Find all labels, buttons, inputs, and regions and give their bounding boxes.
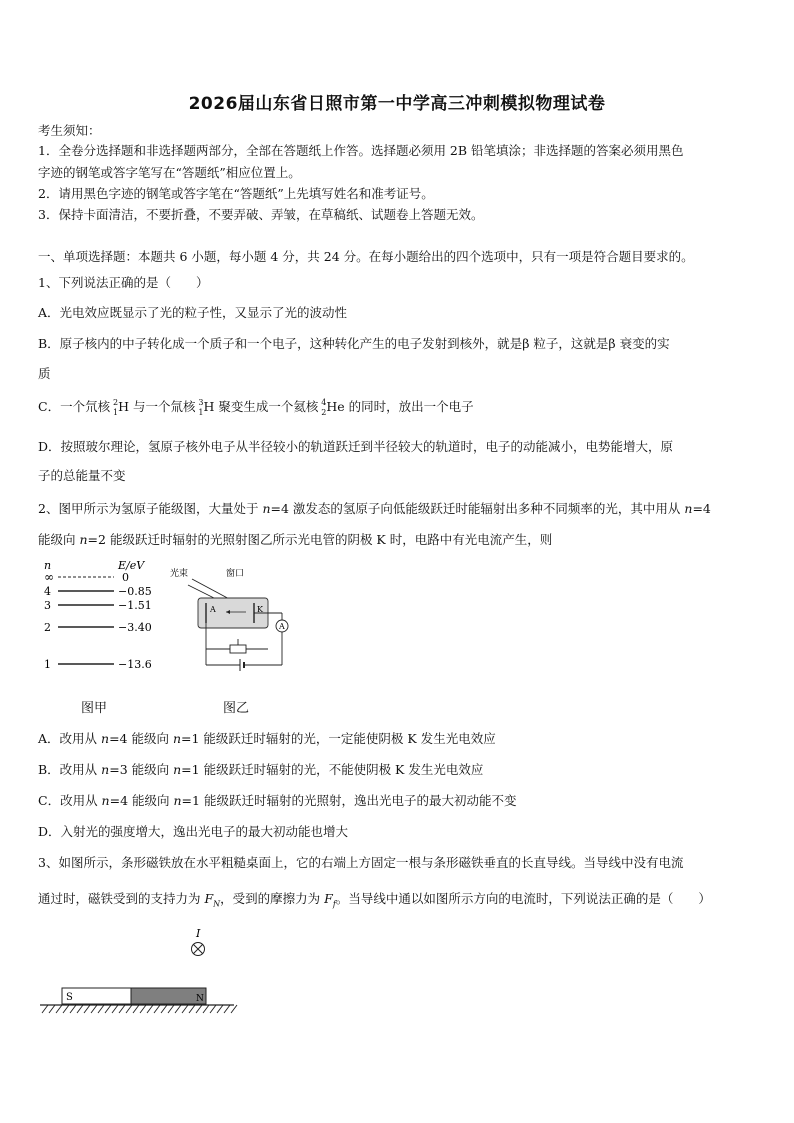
page-title: 2026届山东省日照市第一中学高三冲刺模拟物理试卷 — [188, 94, 606, 114]
magnet-wire-diagram — [38, 925, 238, 1017]
section-heading: 一、单项选择题：本题共 6 小题，每小题 4 分，共 24 分。在每小题给出的四个选项中，只有一项是符合题目要求的。 — [38, 249, 694, 264]
hatch-line — [154, 1005, 160, 1013]
hatch-line — [105, 1005, 111, 1013]
rheostat — [230, 645, 246, 653]
q1-option-c-part1: C．一个氘核 — [38, 399, 111, 414]
q2-option-c: C．改用从 n=4 能级向 n=1 能级跃迁时辐射的光照射，逸出光电子的最大初动能不变 — [38, 793, 517, 808]
deuterium-symbol: 2 1 — [112, 397, 119, 417]
cathode-label: K — [257, 605, 263, 614]
magnet-n-label: N — [196, 994, 204, 1004]
ammeter-label: A — [279, 622, 285, 631]
q1-option-d-line1: D．按照玻尔理论，氢原子核外电子从半径较小的轨道跃迁到半径较大的轨道时，电子的动能减小，电势能增大，原 — [38, 439, 674, 454]
q1-option-c-part2: H 与一个氚核 — [118, 399, 196, 414]
q1-option-c-part3: H 聚变生成一个氦核 — [203, 399, 319, 414]
q1-option-c — [38, 397, 474, 415]
current-label: I — [196, 927, 201, 940]
level-e-3: −1.51 — [118, 599, 152, 612]
notice-item-3: 3．保持卡面清洁，不要折叠，不要弄破、弄皱，在草稿纸、试题卷上答题无效。 — [38, 207, 484, 222]
level-n-3: 3 — [44, 599, 51, 612]
hatch-line — [203, 1005, 209, 1013]
hatch-line — [168, 1005, 174, 1013]
hatch-line — [140, 1005, 146, 1013]
light-beam-label: 光束 — [170, 569, 189, 579]
q2-option-d: D．入射光的强度增大，逸出光电子的最大初动能也增大 — [38, 824, 349, 839]
hatch-line — [182, 1005, 188, 1013]
q2-option-b: B．改用从 n=3 能级向 n=1 能级跃迁时辐射的光，不能使阴极 K 发生光电效应 — [38, 762, 484, 777]
phototube-circuit-diagram — [168, 565, 296, 677]
q3-stem-line1: 3、如图所示，条形磁铁放在水平粗糙桌面上，它的右端上方固定一根与条形磁铁垂直的长直导线。当导线中没有电流 — [38, 855, 684, 870]
hatch-line — [133, 1005, 139, 1013]
q1-option-b-line1: B．原子核内的中子转化成一个质子和一个电子，这种转化产生的电子发射到核外，就是β 粒子，这就是β 衰变的实 — [38, 336, 670, 351]
level-n-inf: ∞ — [44, 570, 54, 584]
hatch-line — [175, 1005, 181, 1013]
level-e-inf: 0 — [122, 571, 129, 584]
hatch-line — [63, 1005, 69, 1013]
notice-item-1a: 1．全卷分选择题和非选择题两部分，全部在答题纸上作答。选择题必须用 2B 铅笔填涂；非选择题的答案必须用黑色 — [38, 143, 684, 158]
hatch-line — [119, 1005, 125, 1013]
anode-label: A — [210, 605, 216, 614]
energy-level-diagram — [38, 560, 163, 678]
q2-stem-line1: 2、图甲所示为氢原子能级图，大量处于 n=4 激发态的氢原子向低能级跃迁时能辐射出多种不同频率的光，其中用从 n=4 — [38, 501, 711, 516]
level-e-2: −3.40 — [118, 621, 152, 634]
q1-option-d-line2: 子的总能量不变 — [38, 468, 126, 483]
energy-header-n: n — [44, 560, 52, 572]
hatch-line — [126, 1005, 132, 1013]
hatch-line — [217, 1005, 223, 1013]
q3-stem-line2: 通过时，磁铁受到的支持力为 $F_N$，受到的摩擦力为 $F_f$。当导线中通以如图所示方向的电流时，下列说法正确的是（ ） — [38, 891, 711, 909]
hatch-line — [84, 1005, 90, 1013]
hatch-line — [98, 1005, 104, 1013]
level-n-1: 1 — [44, 658, 51, 671]
notice-item-1b: 字迹的钢笔或答字笔写在“答题纸”相应位置上。 — [38, 165, 301, 180]
hatch-line — [161, 1005, 167, 1013]
table-hatching — [42, 1005, 237, 1013]
q1-option-c-part4: He 的同时，放出一个电子 — [326, 399, 474, 414]
window-label: 窗口 — [226, 569, 245, 579]
hatch-line — [147, 1005, 153, 1013]
hatch-line — [56, 1005, 62, 1013]
q2-option-a: A．改用从 n=4 能级向 n=1 能级跃迁时辐射的光，一定能使阴极 K 发生光电效应 — [38, 731, 496, 746]
level-n-4: 4 — [44, 585, 51, 598]
level-e-1: −13.6 — [118, 658, 152, 671]
hatch-line — [210, 1005, 216, 1013]
q2-stem-line2: 能级向 n=2 能级跃迁时辐射的光照射图乙所示光电管的阴极 K 时，电路中有光电流产生，则 — [38, 532, 553, 547]
figure-jia-caption: 图甲 — [81, 701, 108, 716]
figure-yi-caption: 图乙 — [223, 701, 250, 716]
hatch-line — [42, 1005, 48, 1013]
hatch-line — [49, 1005, 55, 1013]
hatch-line — [77, 1005, 83, 1013]
q1-stem: 1、下列说法正确的是（ ） — [38, 275, 209, 290]
notice-item-2: 2．请用黑色字迹的钢笔或答字笔在“答题纸”上先填写姓名和准考证号。 — [38, 186, 434, 201]
level-e-4: −0.85 — [118, 585, 152, 598]
hatch-line — [112, 1005, 118, 1013]
q1-option-a: A．光电效应既显示了光的粒子性，又显示了光的波动性 — [38, 305, 348, 320]
hatch-line — [70, 1005, 76, 1013]
magnet-north-half — [131, 988, 206, 1004]
energy-header-e: E/eV — [118, 560, 145, 572]
hatch-line — [196, 1005, 202, 1013]
notice-heading: 考生须知： — [38, 123, 101, 138]
level-n-2: 2 — [44, 621, 51, 634]
helium-symbol: 4 2 — [321, 397, 327, 417]
hatch-line — [231, 1005, 237, 1013]
hatch-line — [224, 1005, 230, 1013]
tritium-symbol: 3 1 — [198, 397, 204, 417]
hatch-line — [91, 1005, 97, 1013]
hatch-line — [189, 1005, 195, 1013]
q1-option-b-line2: 质 — [38, 366, 51, 381]
magnet-s-label: S — [66, 992, 73, 1003]
